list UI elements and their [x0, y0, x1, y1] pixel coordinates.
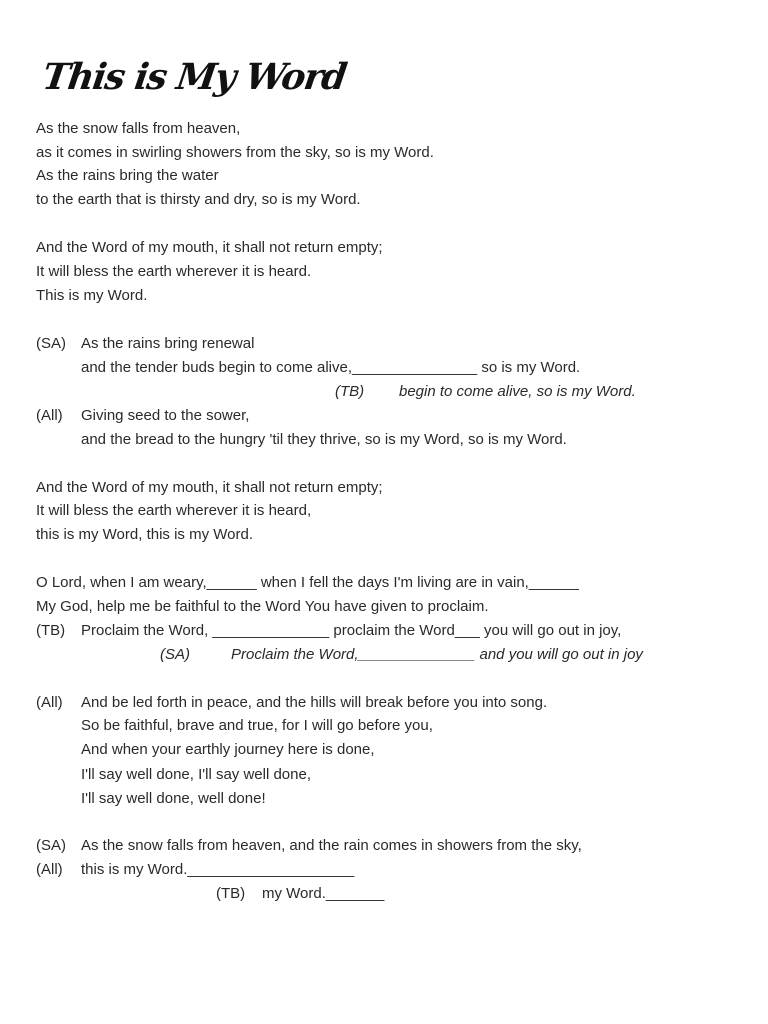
- part-tag: (All): [36, 861, 63, 878]
- lyric-line: to the earth that is thirsty and dry, so is my Word.: [36, 191, 361, 208]
- lyric-line: this is my Word.____________________: [81, 861, 355, 878]
- lyric-line: And the Word of my mouth, it shall not return empty;: [36, 239, 383, 256]
- lyric-line: As the rains bring renewal: [81, 335, 255, 352]
- lyric-line: this is my Word, this is my Word.: [36, 526, 253, 543]
- lyric-line: And when your earthly journey here is done,: [81, 741, 375, 758]
- lyric-line: It will bless the earth wherever it is heard,: [36, 502, 312, 519]
- part-tag: (SA): [160, 646, 190, 663]
- lyric-line: So be faithful, brave and true, for I will go before you,: [81, 717, 433, 734]
- part-tag: (All): [36, 407, 63, 424]
- lyric-line: My God, help me be faithful to the Word You have given to proclaim.: [36, 598, 489, 615]
- lyric-line: and the tender buds begin to come alive,_______________ so is my Word.: [81, 359, 581, 376]
- lyric-line: Proclaim the Word,______________ and you will go out in joy: [231, 646, 643, 663]
- part-tag: (All): [36, 694, 63, 711]
- lyric-line: Proclaim the Word, ______________ proclaim the Word___ you will go out in joy,: [81, 622, 622, 639]
- song-title: This is My Word: [40, 56, 349, 98]
- part-tag: (TB): [216, 885, 246, 902]
- lyric-line: It will bless the earth wherever it is heard.: [36, 263, 312, 280]
- lyric-line: This is my Word.: [36, 287, 148, 304]
- lyric-line: Giving seed to the sower,: [81, 407, 250, 424]
- lyric-line: O Lord, when I am weary,______ when I fell the days I'm living are in vain,______: [36, 574, 579, 591]
- lyric-line: And the Word of my mouth, it shall not return empty;: [36, 479, 383, 496]
- lyric-line: As the rains bring the water: [36, 167, 219, 184]
- lyric-line: And be led forth in peace, and the hills will break before you into song.: [81, 694, 548, 711]
- part-tag: (TB): [335, 383, 365, 400]
- lyric-line: I'll say well done, I'll say well done,: [81, 766, 312, 783]
- lyric-line: begin to come alive, so is my Word.: [399, 383, 636, 400]
- lyric-line: I'll say well done, well done!: [81, 790, 266, 807]
- part-tag: (SA): [36, 837, 66, 854]
- lyric-line: as it comes in swirling showers from the sky, so is my Word.: [36, 144, 434, 161]
- lyric-line: As the snow falls from heaven, and the rain comes in showers from the sky,: [81, 837, 582, 854]
- part-tag: (TB): [36, 622, 66, 639]
- part-tag: (SA): [36, 335, 66, 352]
- lyric-line: As the snow falls from heaven,: [36, 120, 241, 137]
- lyric-line: my Word._______: [262, 885, 385, 902]
- lyric-line: and the bread to the hungry 'til they thrive, so is my Word, so is my Word.: [81, 431, 567, 448]
